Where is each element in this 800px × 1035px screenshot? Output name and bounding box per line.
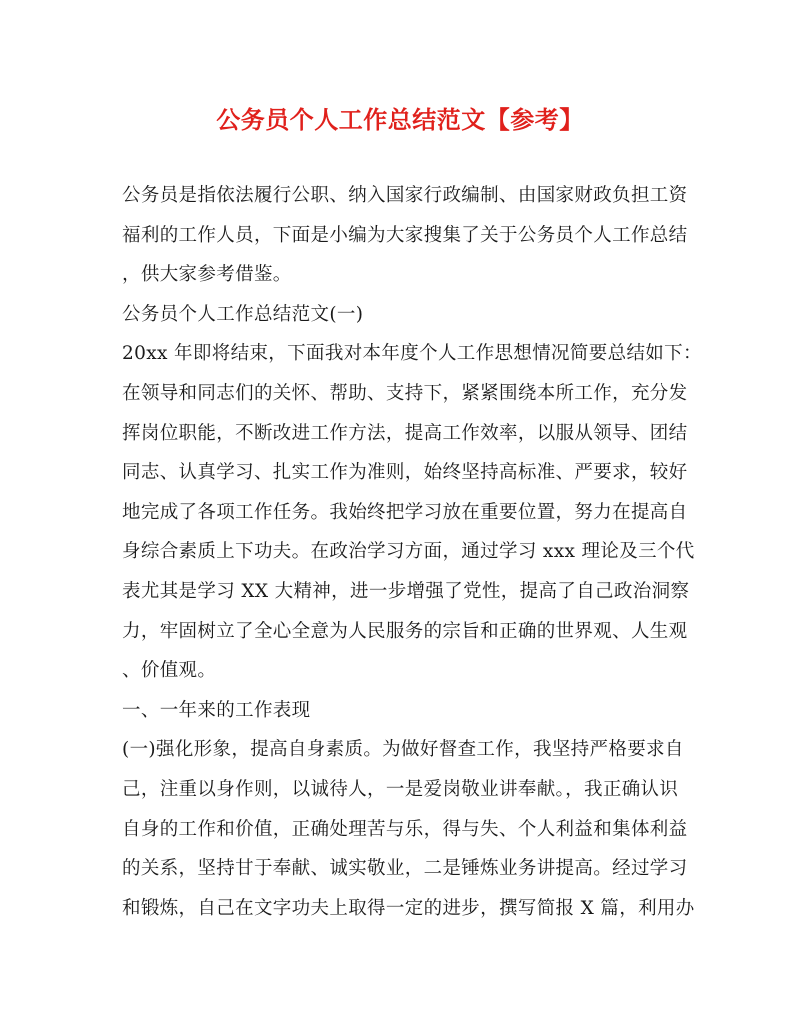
text-line: 自身的工作和价值，正确处理苦与乐，得与失、个人利益和集体利益 [122,818,688,840]
text-line: 身综合素质上下功夫。在政治学习方面，通过学习 xxx 理论及三个代 [122,541,695,563]
text-line: 己，注重以身作则，以诚待人，一是爱岗敬业讲奉献。，我正确认识 [122,778,679,800]
text-line: (一)强化形象，提高自身素质。为做好督查工作，我坚持严格要求自 [122,739,684,761]
section-heading: 一、一年来的工作表现 [122,699,311,721]
text-line: 的关系，坚持甘于奉献、诚实敬业，二是锤炼业务讲提高。经过学习 [122,858,688,880]
text-line: 挥岗位职能，不断改进工作方法，提高工作效率，以服从领导、团结 [122,422,688,444]
text-line: 福利的工作人员，下面是小编为大家搜集了关于公务员个人工作总结 [122,224,688,246]
section-heading: 公务员个人工作总结范文(一) [122,303,364,325]
text-line: 力，牢固树立了全心全意为人民服务的宗旨和正确的世界观、人生观 [122,620,688,642]
text-line: 20xx 年即将结束，下面我对本年度个人工作思想情况简要总结如下： [122,343,702,365]
text-line: 在领导和同志们的关怀、帮助、支持下，紧紧围绕本所工作，充分发 [122,382,688,404]
text-line: ，供大家参考借鉴。 [122,264,292,286]
document-title: 公务员个人工作总结范文【参考】 [216,105,584,134]
document-body [122,176,702,928]
text-line: 地完成了各项工作任务。我始终把学习放在重要位置，努力在提高自 [122,501,688,523]
text-line: 表尤其是学习 XX 大精神，进一步增强了党性，提高了自己政治洞察 [122,580,690,602]
text-line: 、价值观。 [122,660,217,682]
text-line: 和锻炼，自己在文字功夫上取得一定的进步，撰写简报 X 篇，利用办 [122,897,695,919]
text-line: 公务员是指依法履行公职、纳入国家行政编制、由国家财政负担工资 [122,185,688,206]
text-line: 同志、认真学习、扎实工作为准则，始终坚持高标准、严要求，较好 [122,462,688,484]
